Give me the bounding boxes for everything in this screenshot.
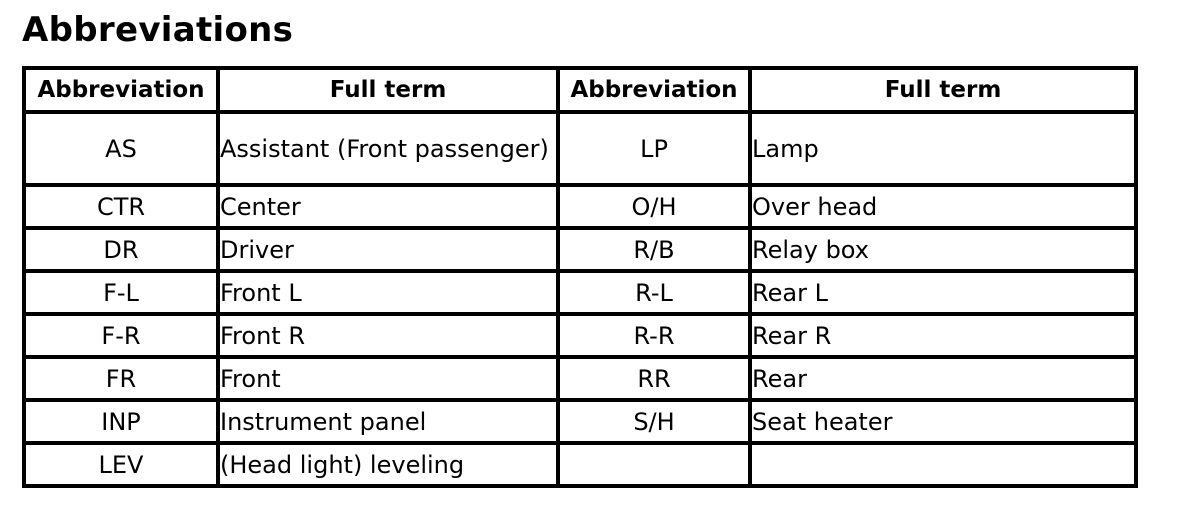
- full-term-cell: Over head: [750, 185, 1136, 228]
- full-term-cell: [750, 443, 1136, 486]
- full-term-cell: Assistant (Front passenger): [218, 112, 558, 185]
- table-row: [24, 185, 1136, 228]
- abbreviation-cell: O/H: [558, 185, 750, 228]
- full-term-cell: Instrument panel: [218, 400, 558, 443]
- full-term-cell: Front R: [218, 314, 558, 357]
- abbreviation-cell: INP: [24, 400, 218, 443]
- table-header-row: [24, 68, 1136, 112]
- table-row: [24, 357, 1136, 400]
- header-abbreviation-right: Abbreviation: [558, 68, 750, 112]
- header-abbreviation-left: Abbreviation: [24, 68, 218, 112]
- full-term-cell: Driver: [218, 228, 558, 271]
- full-term-cell: Rear R: [750, 314, 1136, 357]
- full-term-cell: (Head light) leveling: [218, 443, 558, 486]
- abbreviation-cell: F-R: [24, 314, 218, 357]
- abbreviation-cell: AS: [24, 112, 218, 185]
- full-term-cell: Seat heater: [750, 400, 1136, 443]
- table-row: [24, 443, 1136, 486]
- full-term-cell: Front L: [218, 271, 558, 314]
- abbreviation-cell: [558, 443, 750, 486]
- table-row: [24, 314, 1136, 357]
- abbreviation-cell: R-L: [558, 271, 750, 314]
- abbreviation-cell: CTR: [24, 185, 218, 228]
- abbreviation-cell: LP: [558, 112, 750, 185]
- table-row: [24, 400, 1136, 443]
- abbreviation-cell: F-L: [24, 271, 218, 314]
- full-term-cell: Front: [218, 357, 558, 400]
- abbreviation-cell: S/H: [558, 400, 750, 443]
- page-title: Abbreviations: [22, 10, 294, 50]
- abbreviation-cell: R/B: [558, 228, 750, 271]
- full-term-cell: Center: [218, 185, 558, 228]
- full-term-cell: Rear: [750, 357, 1136, 400]
- abbreviation-cell: FR: [24, 357, 218, 400]
- abbreviation-cell: DR: [24, 228, 218, 271]
- table-row: [24, 112, 1136, 185]
- abbreviation-cell: RR: [558, 357, 750, 400]
- abbreviation-cell: R-R: [558, 314, 750, 357]
- full-term-cell: Lamp: [750, 112, 1136, 185]
- header-full-term-right: Full term: [750, 68, 1136, 112]
- table-row: [24, 228, 1136, 271]
- full-term-cell: Relay box: [750, 228, 1136, 271]
- header-full-term-left: Full term: [218, 68, 558, 112]
- table-row: [24, 271, 1136, 314]
- abbreviations-table: [22, 66, 1138, 488]
- abbreviation-cell: LEV: [24, 443, 218, 486]
- full-term-cell: Rear L: [750, 271, 1136, 314]
